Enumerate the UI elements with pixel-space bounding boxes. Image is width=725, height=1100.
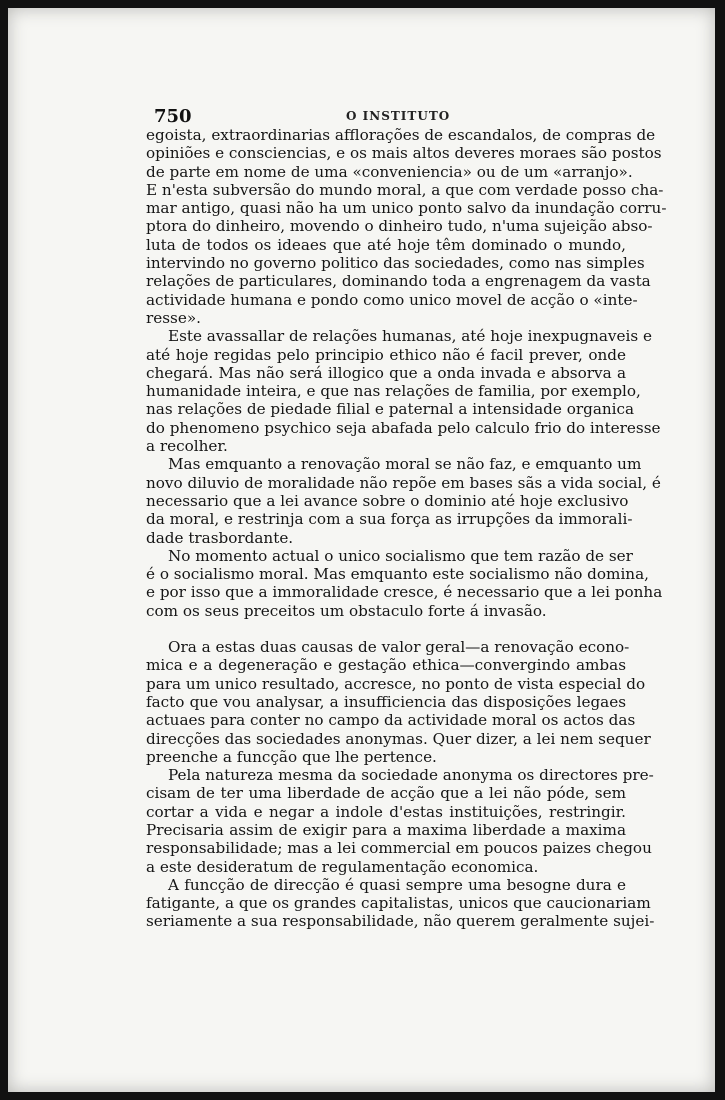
page-number: 750	[154, 106, 192, 127]
paragraph	[146, 327, 661, 456]
text-line: mar antigo, quasi não ha um unico ponto salvo da inundação corru-	[146, 199, 667, 218]
paragraph	[146, 455, 661, 547]
page-header	[154, 106, 634, 128]
text-line: Ora a estas duas causas de valor geral—a renovação econo-	[168, 638, 630, 657]
text-line: opiniões e consciencias, e os mais altos deveres moraes são postos	[146, 144, 662, 163]
text-line: responsabilidade; mas a lei commercial em poucos paizes chegou	[146, 839, 652, 858]
text-line: humanidade inteira, e que nas relações de familia, por exemplo,	[146, 382, 641, 401]
running-title: O INSTITUTO	[346, 109, 451, 123]
text-line: nas relações de piedade filial e paternal a intensidade organica	[146, 400, 635, 419]
text-line: da moral, e restrinja com a sua força as irrupções da immorali-	[146, 510, 633, 529]
text-line: necessario que a lei avance sobre o dominio até hoje exclusivo	[146, 491, 629, 510]
paragraph	[146, 875, 655, 931]
text-line: No momento actual o unico socialismo que tem razão de ser	[168, 546, 633, 565]
paragraph	[146, 546, 663, 620]
text-line: luta de todos os ideaes que até hoje têm dominado o mundo,	[146, 235, 626, 254]
text-line: a recolher.	[146, 437, 228, 456]
text-line: direcções das sociedades anonymas. Quer dizer, a lei nem sequer	[146, 729, 651, 748]
text-line: ptora do dinheiro, movendo o dinheiro tudo, n'uma sujeição abso-	[146, 217, 653, 236]
text-line: novo diluvio de moralidade não repõe em bases sãs a vida social, é	[146, 473, 661, 492]
text-line: preenche a funcção que lhe pertence.	[146, 747, 437, 766]
text-line: facto que vou analysar, a insufficiencia das disposições legaes	[146, 692, 626, 711]
text-line: dade trasbordante.	[146, 528, 294, 547]
text-line: cisam de ter uma liberdade de acção que a lei não póde, sem	[146, 784, 626, 803]
text-line: E n'esta subversão do mundo moral, a que com verdade posso cha-	[146, 180, 664, 199]
text-line: a este desideratum de regulamentação economica.	[146, 857, 539, 876]
paragraph	[146, 766, 654, 876]
text-line: de parte em nome de uma «conveniencia» ou de um «arranjo».	[146, 162, 633, 181]
text-line: e por isso que a immoralidade cresce, é necessario que a lei ponha	[146, 583, 663, 602]
body-text	[146, 126, 667, 931]
text-line: Precisaria assim de exigir para a maxima liberdade a maxima	[146, 820, 626, 839]
text-line: resse».	[146, 308, 201, 327]
text-line: A funcção de direcção é quasi sempre uma besogne dura e	[168, 875, 626, 894]
text-line: intervindo no governo politico das sociedades, como nas simples	[146, 254, 645, 273]
text-line: Pela natureza mesma da sociedade anonyma os directores pre-	[168, 766, 654, 785]
text-line: chegará. Mas não será illogico que a onda invada e absorva a	[146, 363, 626, 382]
text-line: cortar a vida e negar a indole d'estas instituições, restringir.	[146, 802, 626, 821]
text-line: Este avassallar de relações humanas, até hoje inexpugnaveis e	[168, 327, 652, 346]
text-line: actuaes para conter no campo da actividade moral os actos das	[146, 711, 636, 730]
text-line: Mas emquanto a renovação moral se não faz, e emquanto um	[168, 455, 642, 474]
text-line: do phenomeno psychico seja abafada pelo calculo frio do interesse	[146, 418, 661, 437]
text-line: seriamente a sua responsabilidade, não querem geralmente sujei-	[146, 912, 655, 931]
text-line: para um unico resultado, accresce, no ponto de vista especial do	[146, 674, 646, 693]
text-line: fatigante, a que os grandes capitalistas, unicos que caucionariam	[146, 894, 651, 913]
text-line: até hoje regidas pelo principio ethico não é facil prever, onde	[146, 345, 626, 364]
text-line: mica e a degeneração e gestação ethica—convergindo ambas	[146, 656, 626, 675]
text-line: é o socialismo moral. Mas emquanto este socialismo não domina,	[146, 565, 649, 584]
text-line: actividade humana e pondo como unico movel de acção o «inte-	[146, 290, 638, 309]
text-line: com os seus preceitos um obstaculo forte á invasão.	[146, 601, 547, 620]
text-line: egoista, extraordinarias afflorações de escandalos, de compras de	[146, 126, 656, 144]
text-line: relações de particulares, dominando toda a engrenagem da vasta	[146, 272, 651, 291]
paragraph	[146, 126, 667, 327]
paragraph	[146, 638, 651, 766]
section-break	[146, 620, 626, 638]
